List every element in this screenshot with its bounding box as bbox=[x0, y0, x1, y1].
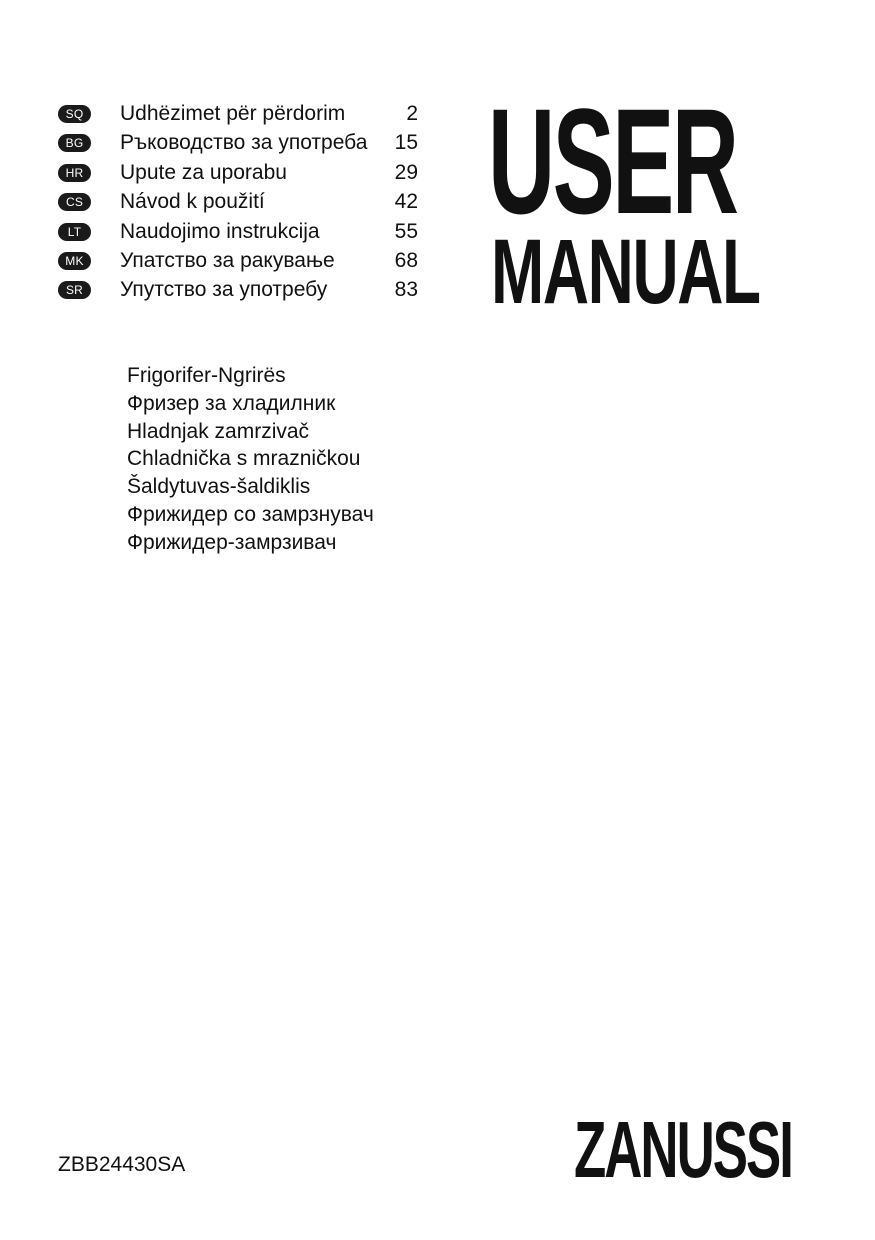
toc-title-lt: Naudojimo instrukcija bbox=[120, 219, 320, 243]
table-of-contents bbox=[58, 99, 418, 305]
product-name-cs: Chladnička s mrazničkou bbox=[127, 447, 361, 471]
product-name-sr: Фрижидер-замрзивач bbox=[127, 530, 337, 554]
product-name-lt: Šaldytuvas-šaldiklis bbox=[127, 475, 311, 499]
toc-row-mk[interactable] bbox=[58, 246, 418, 275]
brand-logo: ZANUSSI bbox=[574, 1105, 792, 1194]
toc-row-lt[interactable] bbox=[58, 217, 418, 246]
language-badge-sr: SR bbox=[58, 281, 91, 299]
language-badge-sq: SQ bbox=[58, 105, 91, 123]
toc-title-sq: Udhëzimet për përdorim bbox=[120, 102, 346, 125]
toc-title-cs: Návod k použití bbox=[120, 190, 265, 214]
toc-title-bg: Ръководство за употреба bbox=[120, 131, 368, 155]
language-badge-hr: HR bbox=[58, 164, 91, 182]
title-manual: MANUAL bbox=[491, 221, 760, 323]
language-badge-mk: MK bbox=[58, 252, 91, 270]
toc-page-lt: 55 bbox=[394, 219, 418, 243]
toc-row-sq[interactable] bbox=[58, 99, 418, 128]
toc-page-sr: 83 bbox=[394, 278, 418, 302]
toc-page-hr: 29 bbox=[394, 160, 418, 184]
product-name-bg: Фризер за хладилник bbox=[127, 391, 336, 415]
toc-row-sr[interactable] bbox=[58, 275, 418, 304]
language-badge-bg: BG bbox=[58, 134, 91, 152]
toc-title-hr: Upute za uporabu bbox=[120, 160, 287, 184]
product-name-mk: Фрижидер со замрзнувач bbox=[127, 502, 374, 526]
toc-page-sq: 2 bbox=[406, 102, 418, 125]
toc-row-bg[interactable] bbox=[58, 128, 418, 157]
model-number: ZBB24430SA bbox=[58, 1153, 186, 1176]
product-name-hr: Hladnjak zamrzivač bbox=[127, 419, 310, 443]
language-badge-cs: CS bbox=[58, 193, 91, 211]
product-names bbox=[127, 362, 374, 557]
language-badge-lt: LT bbox=[58, 223, 91, 241]
title-user: USER bbox=[488, 77, 737, 245]
toc-page-bg: 15 bbox=[394, 131, 418, 155]
toc-row-hr[interactable] bbox=[58, 158, 418, 187]
toc-title-sr: Упутство за употребу bbox=[120, 278, 328, 302]
toc-title-mk: Упатство за ракување bbox=[120, 248, 335, 272]
product-name-sq: Frigorifer-Ngrirës bbox=[127, 364, 286, 387]
toc-page-mk: 68 bbox=[394, 248, 418, 272]
toc-page-cs: 42 bbox=[394, 190, 418, 214]
toc-row-cs[interactable] bbox=[58, 187, 418, 216]
